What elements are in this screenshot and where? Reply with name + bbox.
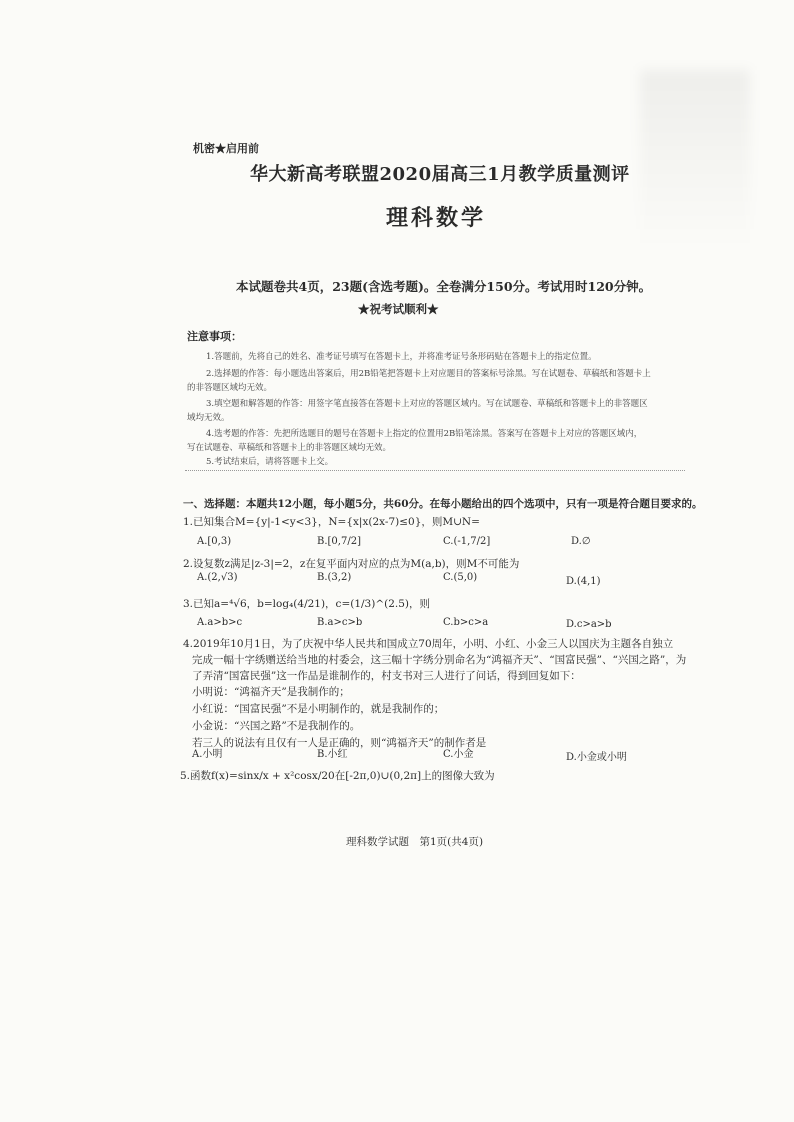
exam-info: 本试题卷共4页，23题(含选考题)。全卷满分150分。考试用时120分钟。 (236, 279, 652, 294)
question-2-option-a: A.(2,√3) (197, 572, 238, 583)
question-4-stem-line: 4.2019年10月1日，为了庆祝中华人民共和国成立70周年，小明、小红、小金三人以国庆为主题各自独立 (183, 638, 674, 650)
subject-title: 理科数学 (386, 205, 487, 231)
section-heading: 一、选择题：本题共12小题，每小题5分，共60分。在每小题给出的四个选项中，只有一项是符合题目要求的。 (183, 498, 703, 510)
question-3-option-d: D.c>a>b (566, 619, 612, 630)
question-4-stem-line: 了弄清“国富民强”这一作品是谁制作的，村支书对三人进行了问话，得到回复如下： (192, 670, 581, 682)
question-3-option-b: B.a>c>b (317, 617, 363, 628)
question-5-stem: 5.函数f(x)=sinx/x + x²cosx/20在[-2π,0)∪(0,2π]上的图像大致为 (180, 770, 495, 782)
notice-item: 域均无效。 (187, 413, 230, 423)
question-2-option-d: D.(4,1) (566, 576, 601, 587)
question-2-option-c: C.(5,0) (443, 572, 478, 583)
good-luck-line: ★祝考试顺利★ (358, 302, 439, 316)
question-4-stem-line: 完成一幅十字绣赠送给当地的村委会，这三幅十字绣分别命名为“鸿福齐天”、“国富民强”、“兴国之路”，为 (192, 654, 687, 666)
question-1-option-a: A.[0,3) (197, 536, 232, 547)
question-1-option-d: D.∅ (571, 536, 591, 547)
notice-item: 2.选择题的作答：每小题选出答案后，用2B铅笔把答题卡上对应题目的答案标号涂黑。写在试题卷、草稿纸和答题卡上 (206, 369, 651, 379)
notice-item: 写在试题卷、草稿纸和答题卡上的非答题区域均无效。 (187, 443, 392, 453)
question-4-stem-line: 小明说：“鸿福齐天”是我制作的； (192, 686, 350, 698)
notice-item: 1.答题前，先将自己的姓名、准考证号填写在答题卡上，并将准考证号条形码贴在答题卡上的指定位置。 (206, 352, 597, 362)
notice-item: 5.考试结束后，请将答题卡上交。 (206, 457, 334, 467)
notices-title: 注意事项： (187, 330, 242, 343)
question-2-option-b: B.(3,2) (317, 572, 352, 583)
notice-item: 3.填空题和解答题的作答：用签字笔直接答在答题卡上对应的答题区域内。写在试题卷、草稿纸和答题卡上的非答题区 (206, 399, 648, 409)
question-4-stem-line: 若三人的说法有且仅有一人是正确的，则“鸿福齐天”的制作者是 (192, 737, 487, 749)
question-4-option-c: C.小金 (443, 749, 474, 760)
confidential-label: 机密★启用前 (193, 142, 259, 155)
page-footer: 理科数学试题 第1页(共4页) (346, 836, 484, 848)
question-2-stem: 2.设复数z满足|z-3|=2，z在复平面内对应的点为M(a,b)，则M不可能为 (183, 558, 520, 570)
question-3-option-a: A.a>b>c (197, 617, 243, 628)
question-4-option-a: A.小明 (192, 749, 223, 760)
question-4-option-d: D.小金或小明 (566, 752, 627, 763)
question-4-stem-line: 小红说：“国富民强”不是小明制作的，就是我制作的； (192, 703, 445, 715)
notice-item: 的非答题区域均无效。 (187, 383, 273, 393)
scan-shadow (640, 70, 750, 250)
question-1-stem: 1.已知集合M={y|-1<y<3}，N={x|x(2x-7)≤0}，则M∪N= (183, 516, 480, 528)
question-1-option-c: C.(-1,7/2] (443, 536, 491, 547)
question-3-stem: 3.已知a=⁴√6，b=log₄(4/21)，c=(1/3)^(2.5)，则 (183, 598, 431, 610)
question-4-option-b: B.小红 (317, 749, 348, 760)
question-3-option-c: C.b>c>a (443, 617, 489, 628)
divider (185, 470, 685, 471)
exam-title: 华大新高考联盟2020届高三1月教学质量测评 (250, 164, 630, 185)
question-4-stem-line: 小金说：“兴国之路”不是我制作的。 (192, 720, 361, 732)
question-1-option-b: B.[0,7/2] (317, 536, 361, 547)
notice-item: 4.选考题的作答：先把所选题目的题号在答题卡上指定的位置用2B铅笔涂黑。答案写在答题卡上对应的答题区域内， (206, 429, 643, 439)
